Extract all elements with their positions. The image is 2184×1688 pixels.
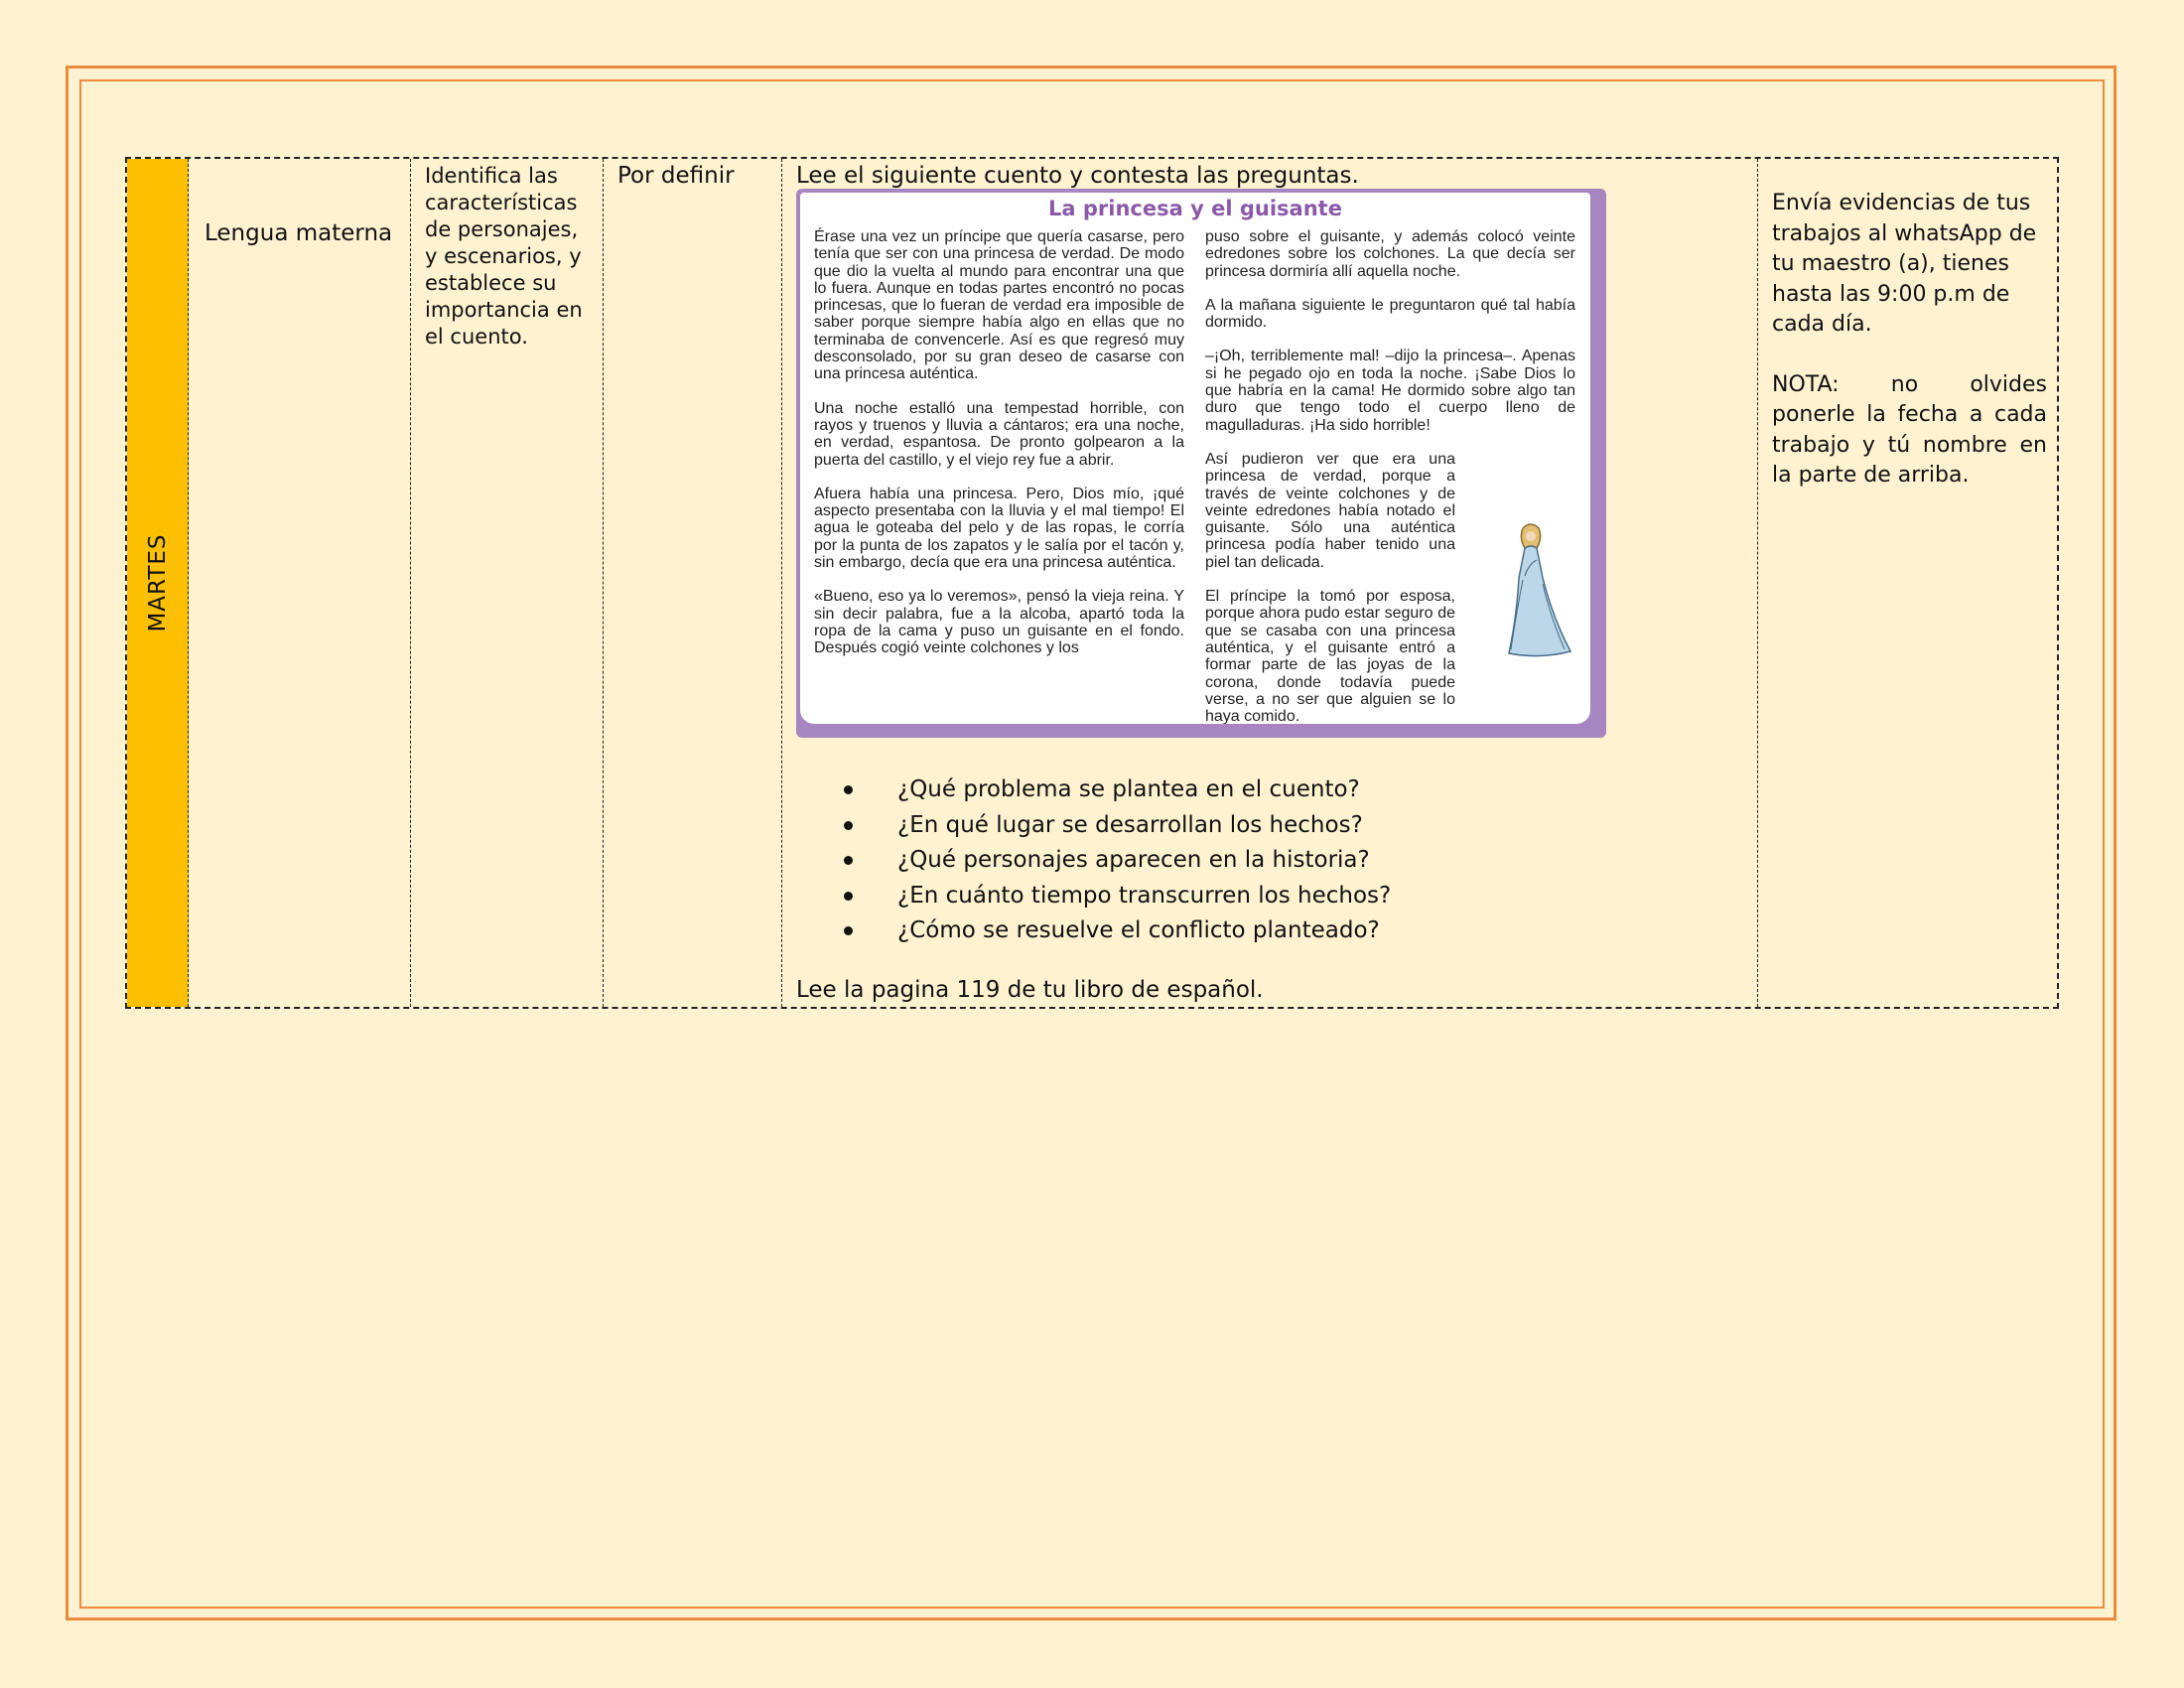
story-paragraph: «Bueno, eso ya lo veremos», pensó la vieja reina. Y sin decir palabra, fue a la alcoba, apartó toda la ropa de la cama y puso un guisante en el fondo. Después cogió veinte colchones y los (814, 588, 1184, 657)
learning-line: y escenarios, y (425, 244, 582, 268)
evaluation-text: Por definir (617, 163, 735, 189)
question-item: ¿Qué problema se plantea en el cuento? (844, 774, 1391, 809)
learning-line: el cuento. (425, 325, 528, 349)
learning-line: establece su (425, 271, 557, 295)
learning-expectation (425, 163, 595, 351)
lesson-plan-table (125, 157, 2059, 1009)
reminder-note: NOTA: no olvides ponerle la fecha a cada trabajo y tú nombre en la parte de arriba. (1772, 371, 2047, 488)
story-paragraph: –¡Oh, terriblemente mal! –dijo la princesa–. Apenas si he pegado ojo en toda la noche. ¡Sabe Dios lo que habría en la cama! He dormido sobre algo tan duro que tengo todo el cuerpo lleno de magulladuras. ¡Ha sido horrible! (1205, 348, 1575, 434)
learning-line: Identifica las (425, 164, 558, 188)
story-paragraph: Una noche estalló una tempestad horrible, con rayos y truenos y lluvia a cántaros; era una noche, en verdad, espantosa. De pronto golpearon a la puerta del castillo, y el viejo rey fue a abrir. (814, 399, 1184, 469)
story-title: La princesa y el guisante (1048, 197, 1342, 220)
day-column (127, 159, 189, 1007)
learning-expectation-column (411, 159, 604, 1007)
story-page (800, 193, 1590, 724)
story-paragraph: puso sobre el guisante, y además colocó veinte edredones sobre los colchones. La que decía ser princesa dormiría allí aquella noche. (1205, 228, 1575, 280)
day-label: MARTES (144, 533, 171, 633)
question-item: ¿Cómo se resuelve el conflicto planteado? (844, 914, 1391, 950)
question-item: ¿En cuánto tiempo transcurren los hechos? (844, 880, 1391, 915)
story-paragraph: Érase una vez un príncipe que quería casarse, pero tenía que ser con una princesa de verdad. De modo que dio la vuelta al mundo para encontrar una que lo fuera. Aunque en todas partes encontró no pocas princesas, que lo fueran de verdad era imposible de saber porque siempre había algo en ellas que no terminaba de convencerle. Así es que regresó muy desconsolado, por su gran deseo de casarse con una princesa auténtica. (814, 228, 1184, 383)
evidence-note: Envía evidencias de tus trabajos al whatsApp de tu maestro (a), tienes hasta las 9:00 p.m de cada día. (1772, 191, 2037, 337)
question-item: ¿En qué lugar se desarrollan los hechos? (844, 809, 1391, 845)
story-paragraph: A la mañana siguiente le preguntaron qué tal había dormido. (1205, 296, 1575, 332)
story-paragraph: Afuera había una princesa. Pero, Dios mío, ¡qué aspecto presentaba con la lluvia y el mal tiempo! El agua le goteaba del pelo y de las ropas, le corría por la punta de los zapatos y le salía por el tacón y, sin embargo, decía que era una princesa auténtica. (814, 485, 1184, 572)
notes-text (1772, 189, 2047, 492)
activity-intro: Lee el siguiente cuento y contesta las preguntas. (796, 163, 1359, 189)
story-paragraph: El príncipe la tomó por esposa, porque ahora pudo estar seguro de que se casaba con una princesa auténtica, y el guisante entró a formar parte de las joyas de la corona, donde todavía puede verse, a no ser que alguien se lo haya comido. (1205, 588, 1455, 724)
activity-column (782, 159, 1758, 1007)
notes-column (1758, 159, 2059, 1007)
learning-line: de personajes, (425, 217, 579, 241)
story-column-left (814, 228, 1184, 674)
princess-illustration (1493, 520, 1576, 659)
question-list (844, 774, 1391, 950)
evaluation-column (604, 159, 782, 1007)
subject-label: Lengua materna (205, 220, 393, 246)
story-box (796, 189, 1606, 738)
subject-column (189, 159, 411, 1007)
learning-line: importancia en (425, 298, 583, 322)
activity-outro: Lee la pagina 119 de tu libro de español. (796, 977, 1264, 1003)
story-paragraph: Así pudieron ver que era una princesa de verdad, porque a través de veinte colchones y de veinte edredones había notado el guisante. Sólo una auténtica princesa podía haber tenido una piel tan delicada. (1205, 450, 1455, 571)
learning-line: características (425, 191, 578, 214)
question-item: ¿Qué personajes aparecen en la historia? (844, 844, 1391, 880)
